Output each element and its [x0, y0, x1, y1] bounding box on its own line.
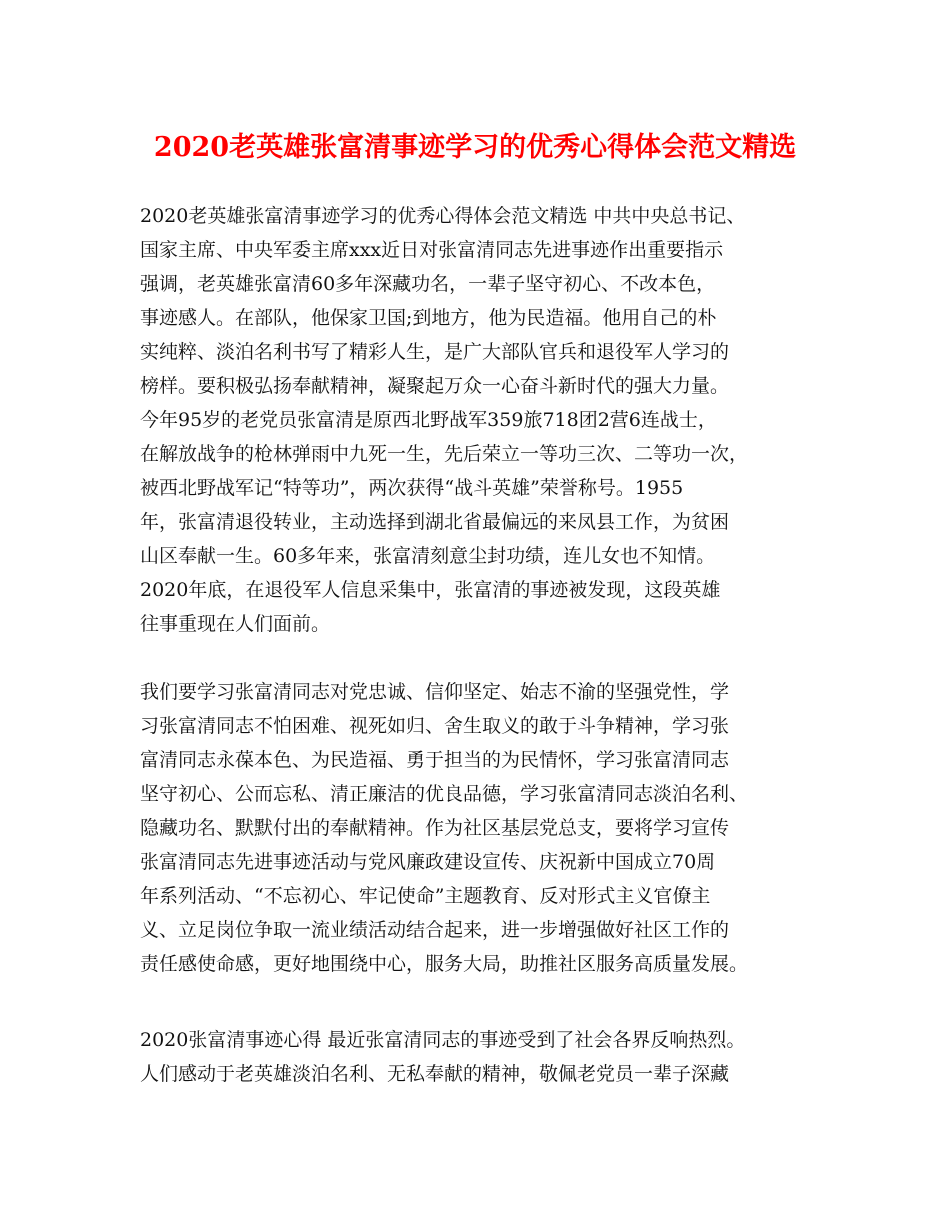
text-line: 实纯粹、淡泊名利书写了精彩人生，是广大部队官兵和退役军人学习的: [140, 341, 730, 363]
text-line: 榜样。要积极弘扬奉献精神，凝聚起万众一心奋斗新时代的强大力量。: [140, 375, 730, 397]
text-line: 2020老英雄张富清事迹学习的优秀心得体会范文精选 中共中央总书记、: [140, 205, 746, 227]
text-line: 隐藏功名、默默付出的奉献精神。作为社区基层党总支，要将学习宣传: [140, 817, 730, 839]
text-line: 2020张富清事迹心得 最近张富清同志的事迹受到了社会各界反响热烈。: [140, 1029, 746, 1051]
text-line: 习张富清同志不怕困难、视死如归、舍生取义的敢于斗争精神，学习张: [140, 715, 730, 737]
text-line: 人们感动于老英雄淡泊名利、无私奉献的精神，敬佩老党员一辈子深藏: [140, 1063, 730, 1085]
text-line: 国家主席、中央军委主席xxx近日对张富清同志先进事迹作出重要指示: [140, 239, 724, 261]
text-line: 往事重现在人们面前。: [140, 613, 331, 635]
text-line: 年系列活动、“不忘初心、牢记使命”主题教育、反对形式主义官僚主: [140, 885, 711, 907]
document-title: 2020老英雄张富清事迹学习的优秀心得体会范文精选: [153, 132, 797, 163]
text-line: 富清同志永葆本色、为民造福、勇于担当的为民情怀，学习张富清同志: [140, 749, 730, 771]
text-line: 山区奉献一生。60多年来，张富清刻意尘封功绩，连儿女也不知情。: [140, 545, 716, 567]
text-line: 被西北野战军记“特等功”，两次获得“战斗英雄”荣誉称号。1955: [140, 477, 684, 499]
text-line: 坚守初心、公而忘私、清正廉洁的优良品德，学习张富清同志淡泊名利、: [140, 783, 749, 805]
text-line: 年，张富清退役转业，主动选择到湖北省最偏远的来凤县工作，为贫困: [140, 511, 730, 533]
text-line: 在解放战争的枪林弹雨中九死一生，先后荣立一等功三次、二等功一次，: [140, 443, 749, 465]
text-line: 义、立足岗位争取一流业绩活动结合起来，进一步增强做好社区工作的: [140, 919, 730, 941]
text-line: 今年95岁的老党员张富清是原西北野战军359旅718团2营6连战士，: [140, 409, 717, 431]
text-line: 张富清同志先进事迹活动与党风廉政建设宣传、庆祝新中国成立70周: [140, 851, 716, 873]
text-line: 事迹感人。在部队，他保家卫国;到地方，他为民造福。他用自己的朴: [140, 307, 717, 329]
paragraph-1: [140, 199, 830, 641]
text-line: 责任感使命感，更好地围绕中心，服务大局，助推社区服务高质量发展。: [140, 953, 749, 975]
text-line: 我们要学习张富清同志对党忠诚、信仰坚定、始志不渝的坚强党性，学: [140, 681, 730, 703]
text-line: 2020年底，在退役军人信息采集中，张富清的事迹被发现，这段英雄: [140, 579, 721, 601]
text-line: 强调，老英雄张富清60多年深藏功名，一辈子坚守初心、不改本色，: [140, 273, 716, 295]
paragraph-2: [140, 675, 830, 981]
paragraph-3: [140, 1023, 830, 1091]
